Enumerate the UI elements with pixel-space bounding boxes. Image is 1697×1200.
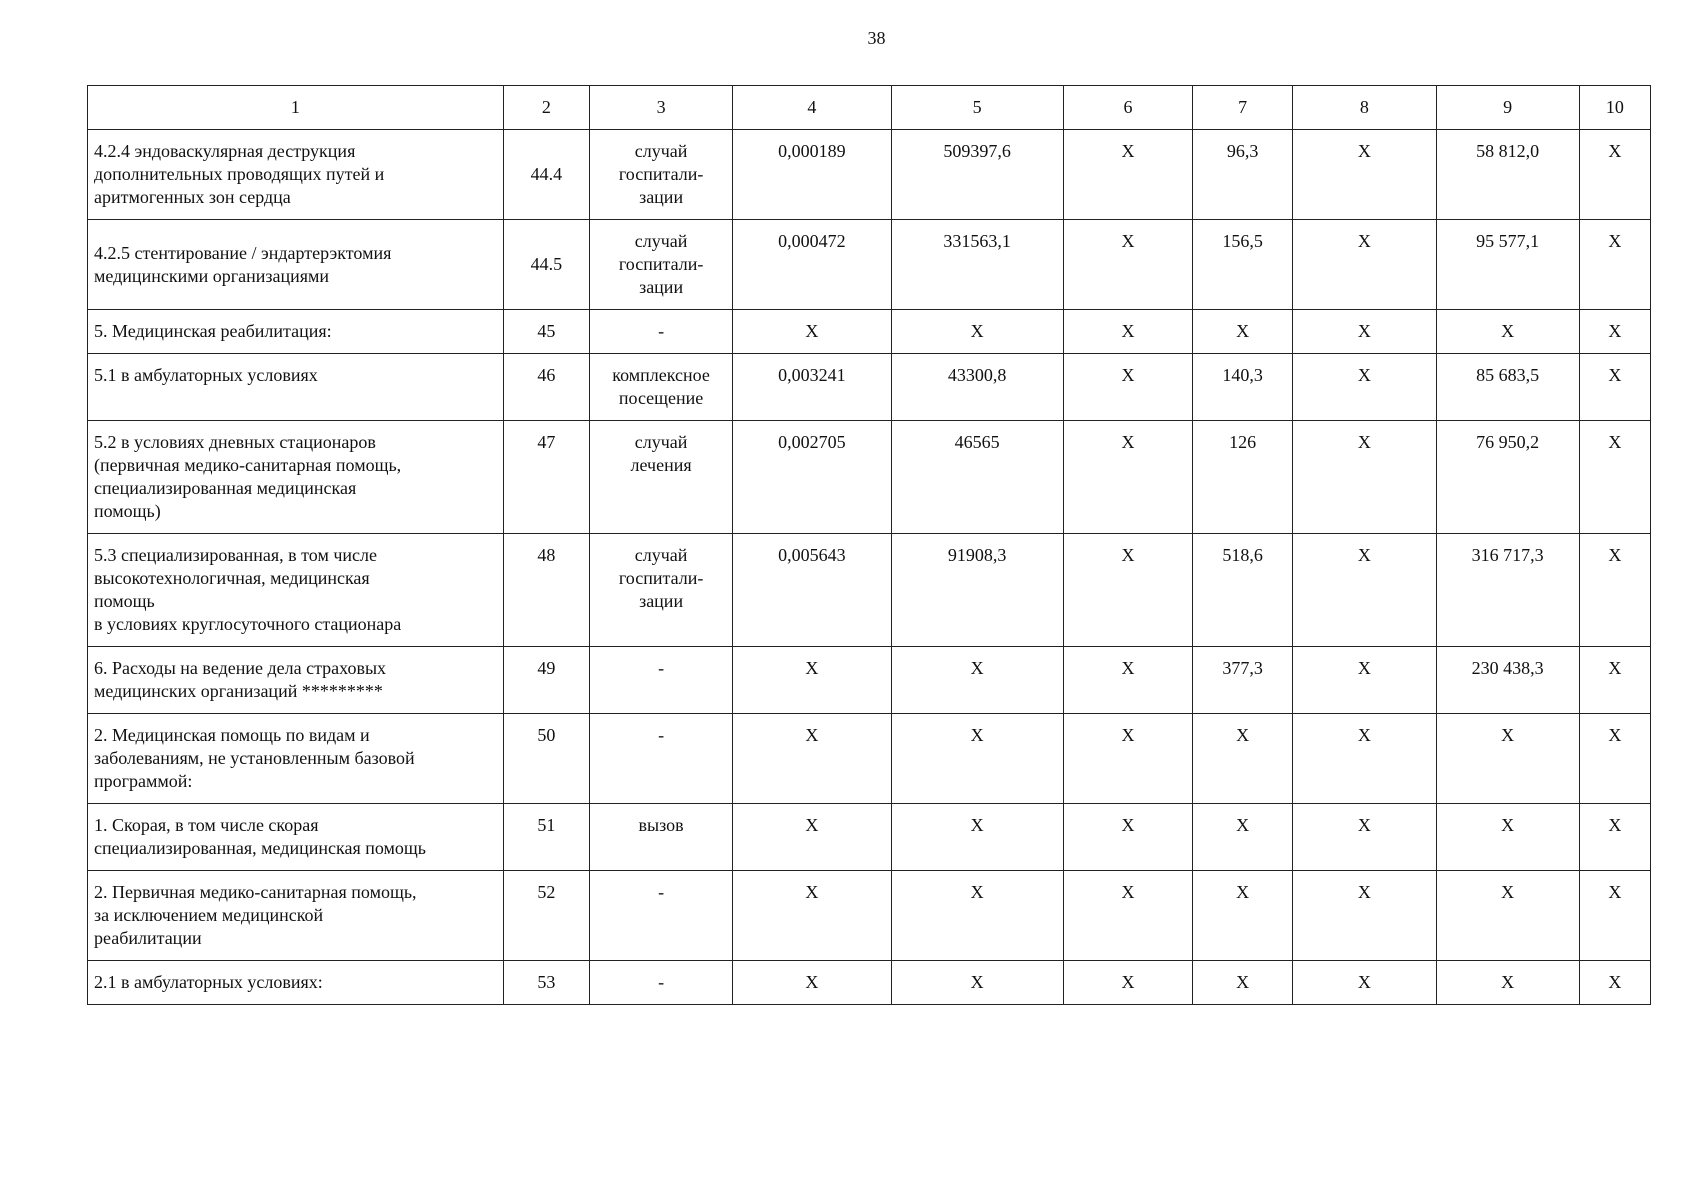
row-value-cell: Х (1063, 421, 1192, 534)
table-row (88, 354, 1651, 421)
column-header: 4 (733, 86, 891, 130)
row-value-cell: 58 812,0 (1436, 130, 1579, 220)
row-name-cell: 5.2 в условиях дневных стационаров (первичная медико-санитарная помощь, специализированная медицинская помощь) (88, 421, 504, 534)
row-value-cell: Х (1293, 220, 1436, 310)
row-name-cell: 2. Медицинская помощь по видам и заболеваниям, не установленным базовой программой: (88, 714, 504, 804)
row-name-cell: 4.2.5 стентирование / эндартерэктомия медицинскими организациями (88, 220, 504, 310)
table-row (88, 534, 1651, 647)
row-value-cell: 46565 (891, 421, 1063, 534)
column-header: 2 (503, 86, 589, 130)
row-value-cell: Х (1436, 961, 1579, 1005)
data-table (87, 85, 1651, 1005)
row-unit-cell: - (589, 714, 732, 804)
column-header: 10 (1579, 86, 1650, 130)
row-value-cell: Х (1063, 714, 1192, 804)
row-value-cell: 85 683,5 (1436, 354, 1579, 421)
row-code-cell: 44.5 (503, 220, 589, 310)
row-value-cell: 43300,8 (891, 354, 1063, 421)
row-value-cell: Х (1063, 130, 1192, 220)
row-code-cell: 50 (503, 714, 589, 804)
row-value-cell: Х (1293, 871, 1436, 961)
table-row (88, 310, 1651, 354)
row-value-cell: Х (1293, 647, 1436, 714)
row-value-cell: Х (891, 804, 1063, 871)
row-value-cell: Х (891, 714, 1063, 804)
row-value-cell: 0,000189 (733, 130, 891, 220)
row-value-cell: 0,002705 (733, 421, 891, 534)
row-value-cell: Х (1193, 804, 1293, 871)
row-value-cell: Х (891, 310, 1063, 354)
row-value-cell: Х (1293, 130, 1436, 220)
row-value-cell: 0,003241 (733, 354, 891, 421)
row-value-cell: Х (1063, 961, 1192, 1005)
row-value-cell: Х (1193, 871, 1293, 961)
row-value-cell: Х (1193, 310, 1293, 354)
page-number: 38 (867, 28, 886, 48)
row-code-cell: 47 (503, 421, 589, 534)
row-unit-cell: - (589, 961, 732, 1005)
table-row (88, 220, 1651, 310)
row-value-cell: Х (1063, 534, 1192, 647)
row-name-cell: 5.1 в амбулаторных условиях (88, 354, 504, 421)
row-name-cell: 1. Скорая, в том числе скорая специализированная, медицинская помощь (88, 804, 504, 871)
row-value-cell: 96,3 (1193, 130, 1293, 220)
row-value-cell: 76 950,2 (1436, 421, 1579, 534)
row-unit-cell: случай госпитали- зации (589, 220, 732, 310)
row-code-cell: 46 (503, 354, 589, 421)
row-value-cell: Х (733, 961, 891, 1005)
row-value-cell: Х (1293, 534, 1436, 647)
row-value-cell: Х (1063, 647, 1192, 714)
table-row (88, 871, 1651, 961)
row-name-cell: 5.3 специализированная, в том числе высокотехнологичная, медицинская помощь в условиях круглосуточного стационара (88, 534, 504, 647)
row-value-cell: 0,000472 (733, 220, 891, 310)
row-value-cell: Х (1579, 871, 1650, 961)
column-header: 5 (891, 86, 1063, 130)
row-value-cell: 316 717,3 (1436, 534, 1579, 647)
row-value-cell: 509397,6 (891, 130, 1063, 220)
row-value-cell: Х (1063, 804, 1192, 871)
row-unit-cell: - (589, 871, 732, 961)
row-value-cell: Х (1436, 714, 1579, 804)
row-value-cell: Х (891, 871, 1063, 961)
row-value-cell: Х (1579, 647, 1650, 714)
row-value-cell: Х (1579, 534, 1650, 647)
row-value-cell: Х (733, 714, 891, 804)
row-name-cell: 6. Расходы на ведение дела страховых медицинских организаций ********* (88, 647, 504, 714)
row-value-cell: Х (1293, 354, 1436, 421)
row-code-cell: 51 (503, 804, 589, 871)
row-code-cell: 44.4 (503, 130, 589, 220)
row-value-cell: 156,5 (1193, 220, 1293, 310)
row-value-cell: Х (891, 961, 1063, 1005)
row-value-cell: Х (1579, 961, 1650, 1005)
header-row (88, 86, 1651, 130)
row-value-cell: Х (1579, 354, 1650, 421)
row-value-cell: Х (733, 804, 891, 871)
row-unit-cell: случай госпитали- зации (589, 130, 732, 220)
row-value-cell: Х (1579, 310, 1650, 354)
row-value-cell: 126 (1193, 421, 1293, 534)
row-unit-cell: - (589, 310, 732, 354)
row-name-cell: 4.2.4 эндоваскулярная деструкция дополнительных проводящих путей и аритмогенных зон сердца (88, 130, 504, 220)
row-code-cell: 45 (503, 310, 589, 354)
row-unit-cell: вызов (589, 804, 732, 871)
row-unit-cell: случай лечения (589, 421, 732, 534)
row-code-cell: 53 (503, 961, 589, 1005)
table-row (88, 421, 1651, 534)
row-value-cell: Х (1293, 714, 1436, 804)
column-header: 1 (88, 86, 504, 130)
row-value-cell: Х (1193, 714, 1293, 804)
column-header: 8 (1293, 86, 1436, 130)
row-value-cell: Х (1579, 804, 1650, 871)
row-value-cell: Х (1063, 871, 1192, 961)
row-value-cell: Х (1063, 354, 1192, 421)
row-unit-cell: случай госпитали- зации (589, 534, 732, 647)
row-unit-cell: комплексное посещение (589, 354, 732, 421)
table-row (88, 714, 1651, 804)
row-value-cell: Х (1293, 961, 1436, 1005)
row-name-cell: 2.1 в амбулаторных условиях: (88, 961, 504, 1005)
table-row (88, 130, 1651, 220)
row-value-cell: Х (1436, 310, 1579, 354)
row-value-cell: 140,3 (1193, 354, 1293, 421)
table-row (88, 961, 1651, 1005)
row-value-cell: 518,6 (1193, 534, 1293, 647)
row-unit-cell: - (589, 647, 732, 714)
row-value-cell: Х (1293, 421, 1436, 534)
column-header: 9 (1436, 86, 1579, 130)
row-value-cell: Х (1293, 310, 1436, 354)
row-value-cell: Х (1063, 220, 1192, 310)
row-value-cell: 377,3 (1193, 647, 1293, 714)
row-name-cell: 5. Медицинская реабилитация: (88, 310, 504, 354)
row-value-cell: 91908,3 (891, 534, 1063, 647)
row-value-cell: 0,005643 (733, 534, 891, 647)
row-value-cell: Х (1579, 421, 1650, 534)
row-value-cell: Х (1063, 310, 1192, 354)
row-value-cell: 230 438,3 (1436, 647, 1579, 714)
row-value-cell: Х (733, 647, 891, 714)
row-code-cell: 48 (503, 534, 589, 647)
row-value-cell: Х (1436, 804, 1579, 871)
row-value-cell: 331563,1 (891, 220, 1063, 310)
row-value-cell: Х (891, 647, 1063, 714)
column-header: 3 (589, 86, 732, 130)
row-value-cell: 95 577,1 (1436, 220, 1579, 310)
column-header: 7 (1193, 86, 1293, 130)
row-code-cell: 49 (503, 647, 589, 714)
row-value-cell: Х (1436, 871, 1579, 961)
row-value-cell: Х (1579, 220, 1650, 310)
table-row (88, 647, 1651, 714)
table-row (88, 804, 1651, 871)
row-value-cell: Х (1193, 961, 1293, 1005)
row-value-cell: Х (1293, 804, 1436, 871)
row-code-cell: 52 (503, 871, 589, 961)
row-value-cell: Х (1579, 714, 1650, 804)
column-header: 6 (1063, 86, 1192, 130)
row-value-cell: Х (733, 310, 891, 354)
row-name-cell: 2. Первичная медико-санитарная помощь, за исключением медицинской реабилитации (88, 871, 504, 961)
row-value-cell: Х (733, 871, 891, 961)
row-value-cell: Х (1579, 130, 1650, 220)
